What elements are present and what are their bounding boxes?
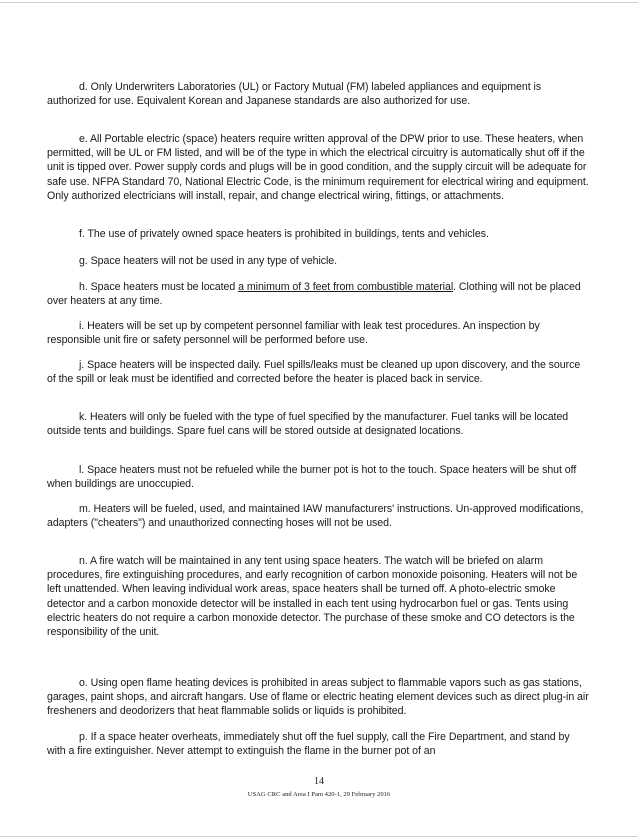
paragraph-i: i. Heaters will be set up by competent personnel familiar with leak test procedures. An inspection by responsible unit fire or safety personnel will be performed before use. [47, 320, 540, 347]
document-reference: USAG CRC and Area I Pam 420-1, 29 February 2016 [247, 791, 391, 798]
paragraph-p: p. If a space heater overheats, immediately shut off the fuel supply, call the Fire Department, and stand by with a fire extinguisher. Never attempt to extinguish the flame in the burner pot of an [47, 731, 570, 758]
paragraph-h [47, 280, 590, 308]
page-number: 14 [314, 776, 324, 787]
paragraph-n: n. A fire watch will be maintained in any tent using space heaters. The watch will be briefed on alarm procedures, fire extinguishing procedures, and early recognition of carbon monoxide poisoning. Heaters will not be left unattended. When leaving individual work areas, space heaters shall be turned off. A photo-electric smoke detector and a carbon monoxide detector will be installed in each tent using hydrocarbon fuel or gas. Tents using electric heaters do not require a carbon monoxide detector. The purchase of these smoke and CO detectors is the responsibility of the unit. [47, 555, 578, 639]
paragraph-g: g. Space heaters will not be used in any type of vehicle. [79, 255, 338, 267]
paragraph-d: d. Only Underwriters Laboratories (UL) or Factory Mutual (FM) labeled appliances and equipment is authorized for use. Equivalent Korean and Japanese standards are also authorized for use. [47, 81, 542, 108]
paragraph-h-underlined: a minimum of 3 feet from combustible material [238, 281, 454, 293]
scan-edge-top [0, 2, 638, 3]
paragraph-l: l. Space heaters must not be refueled while the burner pot is hot to the touch. Space heaters will be shut off when buildings are unoccupied. [47, 464, 577, 491]
paragraph-m: m. Heaters will be fueled, used, and maintained IAW manufacturers' instructions. Un-approved modifications, adapters ("cheaters") and unauthorized connecting hoses will not be used. [47, 503, 584, 530]
paragraph-h-lead: h. Space heaters must be located [79, 281, 239, 293]
paragraph-h-tail: . Clothing will not be placed over heaters at any time. [47, 281, 581, 308]
paragraph-e: e. All Portable electric (space) heaters require written approval of the DPW prior to use. These heaters, when permitted, will be UL or FM listed, and will be of the type in which the electrical circuitry is automatically shut off if the unit is tipped over. Power supply cords and plugs will be in good condition, and the supply circuit will be adequate for safe use. NFPA Standard 70, National Electric Code, is the minimum requirement for electrical wiring and equipment. Only authorized electricians will install, repair, and change electrical wiring, fittings, or attachments. [47, 133, 589, 202]
scan-edge-bottom [0, 836, 638, 837]
paragraph-o: o. Using open flame heating devices is prohibited in areas subject to flammable vapors such as gas stations, garages, paint shops, and aircraft hangars. Use of flame or electric heating element devices such as direct plug-in air fresheners and deodorizers that heat flammable solids or liquids is prohibited. [47, 677, 589, 718]
paragraph-f: f. The use of privately owned space heaters is prohibited in buildings, tents and vehicles. [79, 228, 489, 240]
paragraph-j: j. Space heaters will be inspected daily. Fuel spills/leaks must be cleaned up upon discovery, and the source of the spill or leak must be identified and corrected before the heater is placed back in service. [47, 359, 581, 386]
paragraph-k: k. Heaters will only be fueled with the type of fuel specified by the manufacturer. Fuel tanks will be located outside tents and buildings. Spare fuel cans will be stored outside at designated locations. [47, 411, 569, 438]
